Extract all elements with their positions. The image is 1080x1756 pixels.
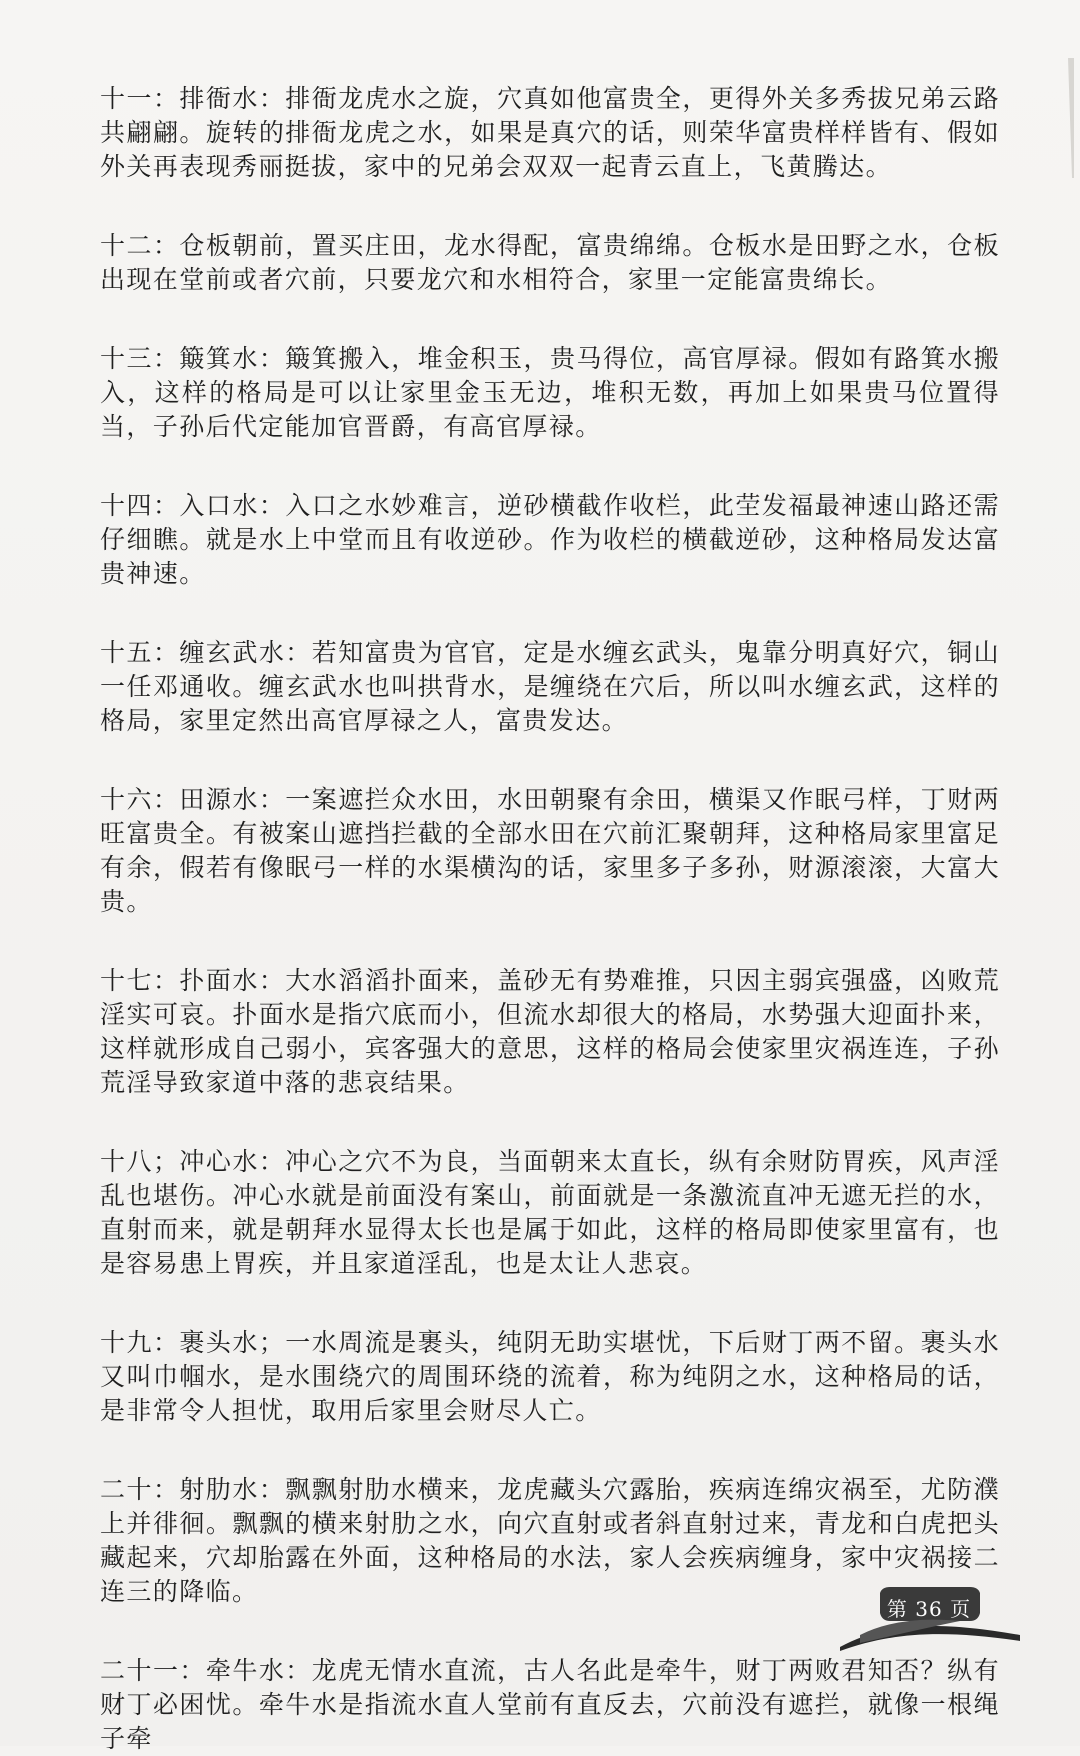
paragraph-12: 十二：仓板朝前，置买庄田，龙水得配，富贵绵绵。仓板水是田野之水，仓板出现在堂前或者穴前，只要龙穴和水相符合，家里一定能富贵绵长。: [100, 231, 1000, 294]
paragraph-15: 十五：缠玄武水：若知富贵为官官，定是水缠玄武头，鬼靠分明真好穴，铜山一任邓通收。缠玄武水也叫拱背水，是缠绕在穴后，所以叫水缠玄武，这样的格局，家里定然出高官厚禄之人，富贵发达。: [100, 638, 1000, 735]
text-body: [100, 82, 1000, 1756]
paragraph-16: 十六：田源水：一案遮拦众水田，水田朝聚有余田，横渠又作眠弓样，丁财两旺富贵全。有被案山遮挡拦截的全部水田在穴前汇聚朝拜，这种格局家里富足有余，假若有像眠弓一样的水渠横沟的话，家里多子多孙，财源滚滚，大富大贵。: [100, 785, 1000, 916]
page-number: 第 36 页: [886, 1597, 972, 1621]
paragraph-13: 十三：簸箕水：簸箕搬入，堆金积玉，贵马得位，高官厚禄。假如有路箕水搬入，这样的格局是可以让家里金玉无边，堆积无数，再加上如果贵马位置得当，子孙后代定能加官晋爵，有高官厚禄。: [100, 344, 1000, 441]
page-corner-mark: [1038, 58, 1074, 178]
paragraph-17: 十七：扑面水：大水滔滔扑面来，盖砂无有势难推，只因主弱宾强盛，凶败荒淫实可哀。扑面水是指穴底而小，但流水却很大的格局，水势强大迎面扑来，这样就形成自己弱小，宾客强大的意思，这样的格局会使家里灾祸连连，子孙荒淫导致家道中落的悲哀结果。: [100, 966, 1000, 1097]
paragraph-20: 二十：射肋水：飘飘射肋水横来，龙虎藏头穴露胎，疾病连绵灾祸至，尤防濮上并徘徊。飘飘的横来射肋之水，向穴直射或者斜直射过来，青龙和白虎把头藏起来，穴却胎露在外面，这种格局的水法，家人会疾病缠身，家中灾祸接二连三的降临。: [100, 1475, 1000, 1606]
paragraph-21: 二十一：牵牛水：龙虎无情水直流，古人名此是牵牛，财丁两败君知否？纵有财丁必困忧。牵牛水是指流水直人堂前有直反去，穴前没有遮拦，就像一根绳子牵: [100, 1656, 1000, 1753]
paragraph-14: 十四：入口水：入口之水妙难言，逆砂横截作收栏，此茔发福最神速山路还需仔细瞧。就是水上中堂而且有收逆砂。作为收栏的横截逆砂，这种格局发达富贵神速。: [100, 491, 1000, 588]
page-footer: [840, 1585, 1020, 1655]
paragraph-18: 十八；冲心水：冲心之穴不为良，当面朝来太直长，纵有余财防胃疾，风声淫乱也堪伤。冲心水就是前面没有案山，前面就是一条激流直冲无遮无拦的水，直射而来，就是朝拜水显得太长也是属于如此，这样的格局即使家里富有，也是容易患上胃疾，并且家道淫乱，也是太让人悲哀。: [100, 1147, 1000, 1278]
paragraph-19: 十九：裹头水；一水周流是裹头，纯阴无助实堪忧，下后财丁两不留。裹头水又叫巾帼水，是水围绕穴的周围环绕的流着，称为纯阴之水，这种格局的话，是非常令人担忧，取用后家里会财尽人亡。: [100, 1328, 1000, 1425]
paragraph-11: 十一：排衙水：排衙龙虎水之旋，穴真如他富贵全，更得外关多秀拔兄弟云路共翩翩。旋转的排衙龙虎之水，如果是真穴的话，则荣华富贵样样皆有、假如外关再表现秀丽挺拔，家中的兄弟会双双一起青云直上，飞黄腾达。: [100, 84, 1000, 181]
